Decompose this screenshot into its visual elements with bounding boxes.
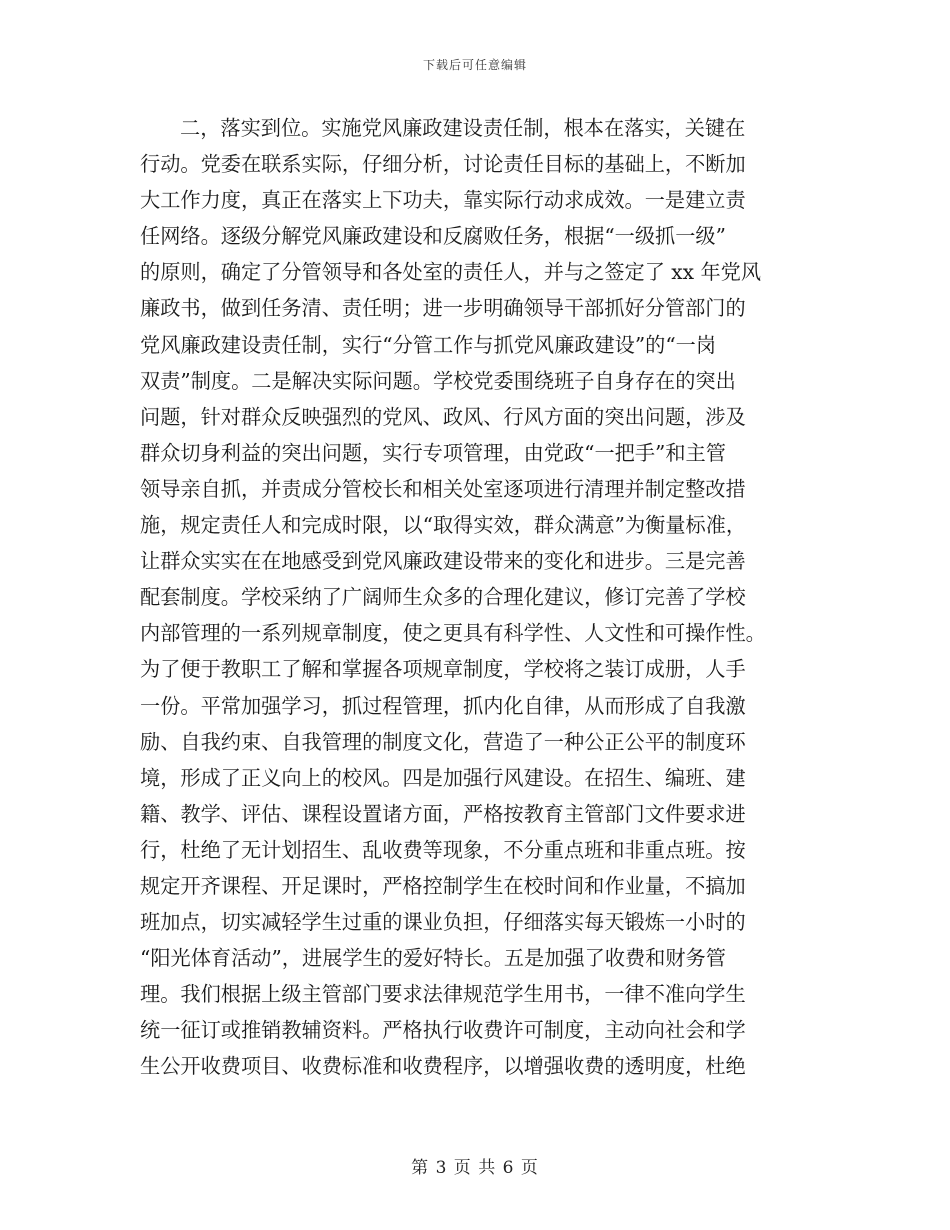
body-line: 双责”制度。二是解决实际问题。学校党委围绕班子自身存在的突出 [140, 368, 736, 393]
body-line: 的原则，确定了分管领导和各处室的责任人，并与之签定了 xx 年党风 [140, 260, 762, 285]
body-line: 境，形成了正义向上的校风。四是加强行风建设。在招生、编班、建 [140, 765, 746, 790]
body-line: 一份。平常加强学习，抓过程管理，抓内化自律，从而形成了自我激 [140, 693, 746, 718]
body-line: 规定开齐课程、开足课时，严格控制学生在校时间和作业量，不搞加 [140, 873, 746, 898]
body-line: 施，规定责任人和完成时限，以“取得实效，群众满意”为衡量标准， [140, 513, 747, 538]
body-line: 让群众实实在在地感受到党风廉政建设带来的变化和进步。三是完善 [140, 549, 746, 574]
body-line: 领导亲自抓，并责成分管校长和相关处室逐项进行清理并制定整改措 [140, 476, 746, 501]
document-body [140, 110, 806, 1085]
body-line: 大工作力度，真正在落实上下功夫，靠实际行动求成效。一是建立责 [140, 188, 746, 213]
body-line: 生公开收费项目、收费标准和收费程序，以增强收费的透明度，杜绝 [140, 1054, 746, 1079]
body-line: “阳光体育活动”，进展学生的爱好特长。五是加强了收费和财务管 [140, 946, 726, 971]
body-line: 行，杜绝了无计划招生、乱收费等现象，不分重点班和非重点班。按 [140, 837, 746, 862]
body-line: 任网络。逐级分解党风廉政建设和反腐败任务，根据“一级抓一级” [140, 224, 726, 249]
body-line: 理。我们根据上级主管部门要求法律规范学生用书，一律不准向学生 [140, 982, 746, 1007]
body-line: 问题，针对群众反映强烈的党风、政风、行风方面的突出问题，涉及 [140, 404, 746, 429]
body-line: 廉政书，做到任务清、责任明；进一步明确领导干部抓好分管部门的 [140, 296, 746, 321]
page-header-note: 下载后可任意编辑 [422, 58, 527, 72]
body-line: 班加点，切实减轻学生过重的课业负担，仔细落实每天锻炼一小时的 [140, 910, 746, 935]
page-number: 第 3 页 共 6 页 [411, 1158, 539, 1178]
body-line: 行动。党委在联系实际，仔细分析，讨论责任目标的基础上，不断加 [140, 152, 746, 177]
body-line: 内部管理的一系列规章制度，使之更具有科学性、人文性和可操作性。 [140, 621, 766, 646]
body-line: 励、自我约束、自我管理的制度文化，营造了一种公正公平的制度环 [140, 729, 746, 754]
body-line: 二，落实到位。实施党风廉政建设责任制，根本在落实，关键在 [180, 116, 746, 140]
body-line: 配套制度。学校采纳了广阔师生众多的合理化建议，修订完善了学校 [140, 585, 746, 610]
body-line: 籍、教学、评估、课程设置诸方面，严格按教育主管部门文件要求进 [140, 801, 746, 826]
body-line: 群众切身利益的突出问题，实行专项管理，由党政“一把手”和主管 [140, 440, 726, 465]
body-line: 为了便于教职工了解和掌握各项规章制度，学校将之装订成册，人手 [140, 657, 746, 682]
body-line: 统一征订或推销教辅资料。严格执行收费许可制度，主动向社会和学 [140, 1018, 746, 1043]
body-line: 党风廉政建设责任制，实行“分管工作与抓党风廉政建设”的“一岗 [140, 332, 717, 357]
